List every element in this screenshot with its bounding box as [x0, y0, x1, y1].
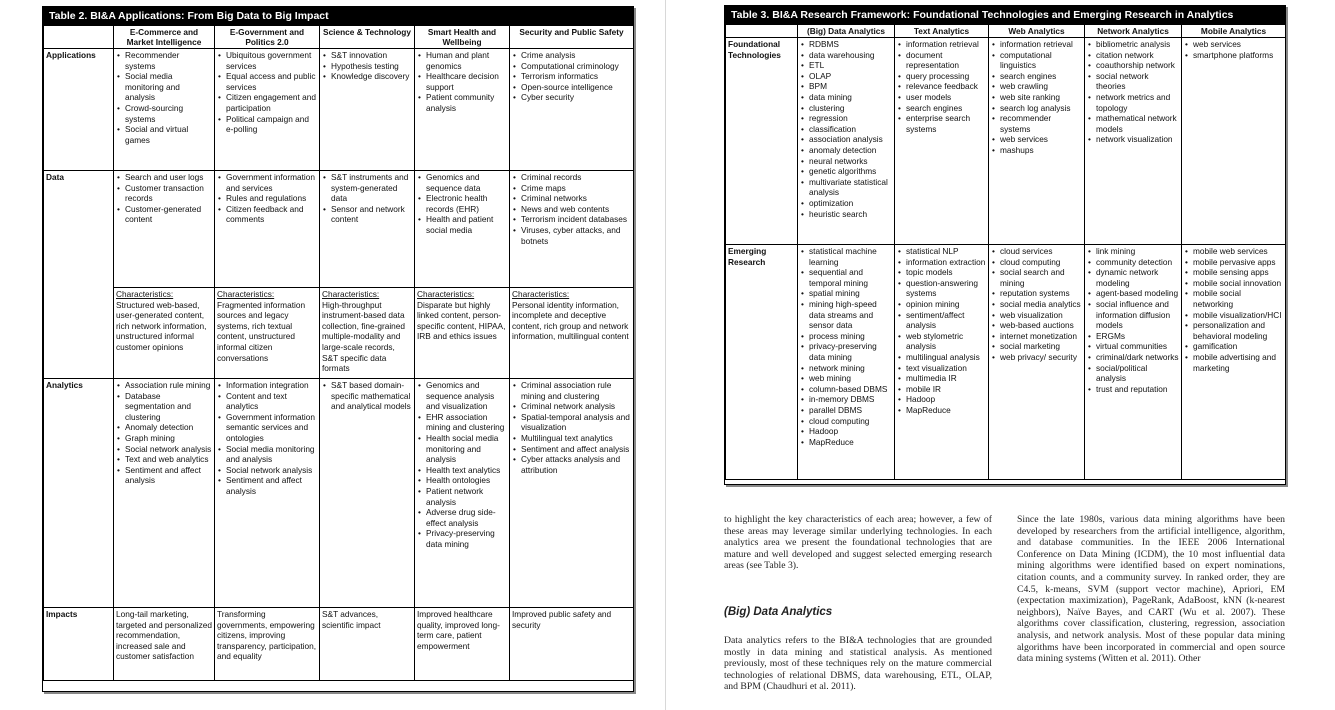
table-2-column-header — [44, 26, 114, 49]
list-item: • Ubiquitous government services — [217, 50, 317, 71]
table-2-cell — [415, 608, 510, 681]
list-item: • Terrorism informatics — [512, 71, 631, 82]
list-item: • S&T innovation — [322, 50, 412, 61]
list-item: • text visualization — [897, 363, 986, 374]
list-item: • Cyber security — [512, 92, 631, 103]
list-item: • question-answering systems — [897, 278, 986, 299]
cell-text: Transforming governments, empowering citizens, improving transparency, participation, and equality — [217, 609, 316, 662]
list-item: • S&T based domain-specific mathematical and analytical models — [322, 380, 412, 412]
cell-bullet-list — [417, 380, 507, 550]
list-item: • Social media monitoring and analysis — [116, 71, 212, 103]
table-2-row — [44, 171, 634, 288]
list-item: • enterprise search systems — [897, 113, 986, 134]
page-divider — [665, 0, 666, 710]
list-item: • mobile pervasive apps — [1184, 257, 1283, 268]
list-item: • Healthcare decision support — [417, 71, 507, 92]
list-item: • web stylometric analysis — [897, 331, 986, 352]
list-item: • criminal/dark networks — [1087, 352, 1179, 363]
list-item: • Computational criminology — [512, 61, 631, 72]
cell-bullet-list — [217, 172, 317, 225]
list-item: • Patient community analysis — [417, 92, 507, 113]
list-item: • anomaly detection — [800, 145, 892, 156]
list-item: • Text and web analytics — [116, 454, 212, 465]
list-item: • Open-source intelligence — [512, 82, 631, 93]
cell-bullet-list — [116, 50, 212, 145]
cell-bullet-list — [217, 380, 317, 497]
list-item: • ETL — [800, 60, 892, 71]
list-item: • network metrics and topology — [1087, 92, 1179, 113]
list-item: • Citizen engagement and participation — [217, 92, 317, 113]
table-2-cell — [415, 379, 510, 608]
table-3-header-row — [726, 25, 1286, 38]
list-item: • Criminal network analysis — [512, 401, 631, 412]
table-2-row-label: Data — [44, 171, 114, 379]
list-item: • agent-based modeling — [1087, 288, 1179, 299]
table-3-row-label: Foundational Technologies — [726, 38, 798, 245]
table-2-row — [44, 608, 634, 681]
list-item: • regression — [800, 113, 892, 124]
list-item: • sequential and temporal mining — [800, 267, 892, 288]
characteristics-text: Fragmented information sources and legacy systems, rich textual content, unstructured informal citizen conversations — [217, 299, 306, 363]
list-item: • Sentiment and affect analysis — [116, 465, 212, 486]
table-2-row-label: Impacts — [44, 608, 114, 681]
list-item: • mobile IR — [897, 384, 986, 395]
cell-bullet-list — [800, 39, 892, 219]
table-2-cell — [320, 608, 415, 681]
list-item: • Social network analysis — [217, 465, 317, 476]
list-item: • Hadoop — [800, 426, 892, 437]
list-item: • multilingual analysis — [897, 352, 986, 363]
table-2-column-header: E-Commerce and Market Intelligence — [114, 26, 215, 49]
list-item: • web-based auctions — [991, 320, 1082, 331]
list-item: • mobile social innovation — [1184, 278, 1283, 289]
list-item: • clustering — [800, 103, 892, 114]
table-3-column-header: Network Analytics — [1085, 25, 1182, 38]
table-2-characteristics-row — [44, 288, 634, 379]
left-paragraph-1: to highlight the key characteristics of each area; however, a few of these areas may leverage similar underlying technologies. In each analytics area we present the foundational technologies that are mature and well developed and suggest selected emerging research areas (see Table 3). — [724, 514, 992, 572]
table-3-cell — [1085, 38, 1182, 245]
table-2-header-row — [44, 26, 634, 49]
list-item: • internet monetization — [991, 331, 1082, 342]
table-2-column-header: Security and Public Safety — [510, 26, 634, 49]
list-item: • mathematical network models — [1087, 113, 1179, 134]
characteristics-label: Characteristics: — [217, 289, 275, 299]
list-item: • heuristic search — [800, 209, 892, 220]
list-item: • Customer transaction records — [116, 183, 212, 204]
list-item: • Database segmentation and clustering — [116, 391, 212, 423]
list-item: • Viruses, cyber attacks, and botnets — [512, 225, 631, 246]
cell-text: Improved healthcare quality, improved long-term care, patient empowerment — [417, 609, 500, 651]
cell-text: S&T advances, scientific impact — [322, 609, 381, 630]
characteristics-cell — [320, 288, 415, 379]
table-3-cell — [798, 245, 895, 480]
table-3-cell — [895, 38, 989, 245]
list-item: • search engines — [991, 71, 1082, 82]
cell-bullet-list — [512, 380, 631, 475]
table-2-row — [44, 379, 634, 608]
list-item: • web services — [991, 134, 1082, 145]
characteristics-text: High-throughput instrument-based data collection, fine-grained multiple-modality and large-scale records, S&T specific data formats — [322, 299, 406, 374]
list-item: • RDBMS — [800, 39, 892, 50]
list-item: • association analysis — [800, 134, 892, 145]
list-item: • Multilingual text analytics — [512, 433, 631, 444]
list-item: • web services — [1184, 39, 1283, 50]
cell-bullet-list — [417, 50, 507, 114]
list-item: • reputation systems — [991, 288, 1082, 299]
table-2 — [42, 6, 634, 692]
cell-text: Improved public safety and security — [512, 609, 612, 630]
list-item: • information extraction — [897, 257, 986, 268]
list-item: • Political campaign and e-polling — [217, 114, 317, 135]
table-2-row — [44, 49, 634, 171]
list-item: • web crawling — [991, 81, 1082, 92]
list-item: • Cyber attacks analysis and attribution — [512, 454, 631, 475]
list-item: • sentiment/affect analysis — [897, 310, 986, 331]
list-item: • classification — [800, 124, 892, 135]
list-item: • social search and mining — [991, 267, 1082, 288]
table-2-cell — [215, 608, 320, 681]
list-item: • web privacy/ security — [991, 352, 1082, 363]
list-item: • Genomics and sequence analysis and visualization — [417, 380, 507, 412]
list-item: • mobile advertising and marketing — [1184, 352, 1283, 373]
list-item: • mobile web services — [1184, 246, 1283, 257]
cell-bullet-list — [322, 50, 412, 82]
table-3-column-header: Web Analytics — [989, 25, 1085, 38]
left-paragraph-2: Data analytics refers to the BI&A technologies that are grounded mostly in data mining and statistical analysis. As mentioned previously, most of these techniques rely on the mature commercial technologies of relational DBMS, data warehousing, ETL, OLAP, and BPM (Chaudhuri et al. 2011). — [724, 635, 992, 693]
list-item: • community detection — [1087, 257, 1179, 268]
list-item: • mining high-speed data streams and sensor data — [800, 299, 892, 331]
list-item: • Equal access and public services — [217, 71, 317, 92]
table-3-row — [726, 245, 1286, 480]
table-2-cell — [510, 171, 634, 288]
list-item: • Anomaly detection — [116, 422, 212, 433]
list-item: • Hypothesis testing — [322, 61, 412, 72]
cell-text: Long-tail marketing, targeted and personalized recommendation, increased sale and customer satisfaction — [116, 609, 212, 662]
characteristics-label: Characteristics: — [417, 289, 475, 299]
table-2-cell — [510, 379, 634, 608]
list-item: • OLAP — [800, 71, 892, 82]
list-item: • cloud computing — [800, 416, 892, 427]
list-item: • link mining — [1087, 246, 1179, 257]
list-item: • personalization and behavioral modeling — [1184, 320, 1283, 341]
list-item: • social marketing — [991, 341, 1082, 352]
table-2-cell — [320, 49, 415, 171]
cell-bullet-list — [322, 380, 412, 412]
list-item: • Sensor and network content — [322, 204, 412, 225]
table-3-column-header — [726, 25, 798, 38]
characteristics-label: Characteristics: — [512, 289, 570, 299]
list-item: • user models — [897, 92, 986, 103]
table-3-title: Table 3. BI&A Research Framework: Foundational Technologies and Emerging Research in Analytics — [725, 6, 1285, 24]
table-2-cell — [215, 49, 320, 171]
list-item: • MapReduce — [897, 405, 986, 416]
list-item: • EHR association mining and clustering — [417, 412, 507, 433]
cell-bullet-list — [116, 380, 212, 486]
list-item: • web site ranking — [991, 92, 1082, 103]
list-item: • Graph mining — [116, 433, 212, 444]
table-2-cell — [415, 49, 510, 171]
table-2-column-header: E-Government and Politics 2.0 — [215, 26, 320, 49]
list-item: • column-based DBMS — [800, 384, 892, 395]
list-item: • Criminal records — [512, 172, 631, 183]
list-item: • topic models — [897, 267, 986, 278]
cell-bullet-list — [991, 39, 1082, 156]
list-item: • social network theories — [1087, 71, 1179, 92]
table-3-column-header: Text Analytics — [895, 25, 989, 38]
list-item: • search log analysis — [991, 103, 1082, 114]
list-item: • virtual communities — [1087, 341, 1179, 352]
list-item: • Content and text analytics — [217, 391, 317, 412]
cell-bullet-list — [1087, 246, 1179, 394]
list-item: • Hadoop — [897, 394, 986, 405]
cell-bullet-list — [1184, 39, 1283, 60]
table-2-cell — [415, 171, 510, 288]
list-item: • Search and user logs — [116, 172, 212, 183]
list-item: • web visualization — [991, 310, 1082, 321]
list-item: • mobile social networking — [1184, 288, 1283, 309]
list-item: • data mining — [800, 92, 892, 103]
list-item: • mashups — [991, 145, 1082, 156]
characteristics-cell — [215, 288, 320, 379]
table-2-cell — [114, 379, 215, 608]
list-item: • opinion mining — [897, 299, 986, 310]
list-item: • relevance feedback — [897, 81, 986, 92]
list-item: • S&T instruments and system-generated data — [322, 172, 412, 204]
list-item: • recommender systems — [991, 113, 1082, 134]
list-item: • Knowledge discovery — [322, 71, 412, 82]
table-2-title: Table 2. BI&A Applications: From Big Data to Big Impact — [43, 7, 633, 25]
section-heading: (Big) Data Analytics — [724, 606, 833, 618]
list-item: • Terrorism incident databases — [512, 214, 631, 225]
list-item: • Citizen feedback and comments — [217, 204, 317, 225]
table-2-column-header: Science & Technology — [320, 26, 415, 49]
list-item: • data warehousing — [800, 50, 892, 61]
list-item: • BPM — [800, 81, 892, 92]
list-item: • Adverse drug side-effect analysis — [417, 507, 507, 528]
table-2-column-header: Smart Health and Wellbeing — [415, 26, 510, 49]
table-2-grid — [43, 25, 634, 681]
list-item: • network mining — [800, 363, 892, 374]
cell-bullet-list — [1087, 39, 1179, 145]
table-3-cell — [989, 245, 1085, 480]
list-item: • Human and plant genomics — [417, 50, 507, 71]
list-item: • Spatial-temporal analysis and visualization — [512, 412, 631, 433]
table-3-cell — [1182, 245, 1286, 480]
list-item: • social/political analysis — [1087, 363, 1179, 384]
characteristics-cell — [415, 288, 510, 379]
table-3-column-header: Mobile Analytics — [1182, 25, 1286, 38]
table-2-cell — [215, 379, 320, 608]
table-2-cell — [114, 49, 215, 171]
list-item: • Social media monitoring and analysis — [217, 444, 317, 465]
list-item: • multivariate statistical analysis — [800, 177, 892, 198]
list-item: • parallel DBMS — [800, 405, 892, 416]
table-3-cell — [989, 38, 1085, 245]
list-item: • web mining — [800, 373, 892, 384]
list-item: • Genomics and sequence data — [417, 172, 507, 193]
characteristics-cell — [114, 288, 215, 379]
table-3-cell — [895, 245, 989, 480]
list-item: • Association rule mining — [116, 380, 212, 391]
list-item: • search engines — [897, 103, 986, 114]
characteristics-text: Personal identity information, incomplete and deceptive content, rich group and network information, multilingual content — [512, 299, 629, 342]
cell-bullet-list — [322, 172, 412, 225]
list-item: • mobile visualization/HCI — [1184, 310, 1283, 321]
list-item: • dynamic network modeling — [1087, 267, 1179, 288]
table-2-cell — [510, 49, 634, 171]
list-item: • neural networks — [800, 156, 892, 167]
list-item: • Customer-generated content — [116, 204, 212, 225]
cell-bullet-list — [512, 172, 631, 246]
list-item: • Electronic health records (EHR) — [417, 193, 507, 214]
table-2-row-label: Analytics — [44, 379, 114, 608]
list-item: • cloud services — [991, 246, 1082, 257]
characteristics-label: Characteristics: — [322, 289, 380, 299]
cell-bullet-list — [1184, 246, 1283, 373]
cell-bullet-list — [116, 172, 212, 225]
table-2-row-label: Applications — [44, 49, 114, 171]
table-3-cell — [1085, 245, 1182, 480]
list-item: • multimedia IR — [897, 373, 986, 384]
list-item: • Sentiment and affect analysis — [217, 475, 317, 496]
list-item: • ERGMs — [1087, 331, 1179, 342]
list-item: • MapReduce — [800, 437, 892, 448]
list-item: • social influence and information diffusion models — [1087, 299, 1179, 331]
list-item: • gamification — [1184, 341, 1283, 352]
list-item: • News and web contents — [512, 204, 631, 215]
cell-bullet-list — [417, 172, 507, 236]
list-item: • coauthorship network — [1087, 60, 1179, 71]
list-item: • spatial mining — [800, 288, 892, 299]
table-3-cell — [798, 38, 895, 245]
right-paragraph: Since the late 1980s, various data mining algorithms have been developed by researchers from the artificial intelligence, algorithm, and database communities. In the IEEE 2006 International Conference on Data Mining (ICDM), the 10 most influential data mining algorithms were identified based on expert nominations, citation counts, and a community survey. In ranked order, they are C4.5, k-means, SVM (support vector machine), Apriori, EM (expectation maximization), PageRank, AdaBoost, kNN (k-nearest neighbors), Naïve Bayes, and CART (Wu et al. 2007). These algorithms cover classification, clustering, regression, association analysis, and network analysis. Most of these popular data mining algorithms have been incorporated in commercial and open source data mining systems (Witten et al. 2011). Other — [1017, 514, 1285, 665]
list-item: • Recommender systems — [116, 50, 212, 71]
list-item: • trust and reputation — [1087, 384, 1179, 395]
list-item: • Rules and regulations — [217, 193, 317, 204]
list-item: • optimization — [800, 198, 892, 209]
characteristics-cell — [510, 288, 634, 379]
table-2-cell — [510, 608, 634, 681]
list-item: • Health ontologies — [417, 475, 507, 486]
list-item: • Crowd-sourcing systems — [116, 103, 212, 124]
table-2-cell — [215, 171, 320, 288]
list-item: • Information integration — [217, 380, 317, 391]
table-3-column-header: (Big) Data Analytics — [798, 25, 895, 38]
list-item: • Health text analytics — [417, 465, 507, 476]
list-item: • Crime analysis — [512, 50, 631, 61]
list-item: • Social and virtual games — [116, 124, 212, 145]
cell-bullet-list — [991, 246, 1082, 363]
list-item: • citation network — [1087, 50, 1179, 61]
table-2-cell — [320, 171, 415, 288]
list-item: • Patient network analysis — [417, 486, 507, 507]
list-item: • Social network analysis — [116, 444, 212, 455]
cell-bullet-list — [800, 246, 892, 447]
list-item: • Privacy-preserving data mining — [417, 528, 507, 549]
list-item: • Criminal association rule mining and clustering — [512, 380, 631, 401]
list-item: • privacy-preserving data mining — [800, 341, 892, 362]
list-item: • Sentiment and affect analysis — [512, 444, 631, 455]
list-item: • Health social media monitoring and analysis — [417, 433, 507, 465]
characteristics-text: Disparate but highly linked content, person-specific content, HIPAA, IRB and ethics issues — [417, 299, 506, 342]
cell-bullet-list — [897, 246, 986, 416]
table-3-grid — [725, 24, 1286, 480]
list-item: • social media analytics — [991, 299, 1082, 310]
list-item: • mobile sensing apps — [1184, 267, 1283, 278]
table-2-cell — [114, 171, 215, 288]
list-item: • in-memory DBMS — [800, 394, 892, 405]
list-item: • Government information and services — [217, 172, 317, 193]
cell-bullet-list — [512, 50, 631, 103]
list-item: • network visualization — [1087, 134, 1179, 145]
list-item: • bibliometric analysis — [1087, 39, 1179, 50]
table-3-cell — [1182, 38, 1286, 245]
table-3-row — [726, 38, 1286, 245]
list-item: • Government information semantic services and ontologies — [217, 412, 317, 444]
table-3 — [724, 5, 1286, 485]
table-2-cell — [320, 379, 415, 608]
list-item: • statistical NLP — [897, 246, 986, 257]
list-item: • statistical machine learning — [800, 246, 892, 267]
list-item: • information retrieval — [991, 39, 1082, 50]
list-item: • document representation — [897, 50, 986, 71]
list-item: • Health and patient social media — [417, 214, 507, 235]
list-item: • process mining — [800, 331, 892, 342]
characteristics-label: Characteristics: — [116, 289, 174, 299]
characteristics-text: Structured web-based, user-generated content, rich network information, unstructured informal customer opinions — [116, 299, 207, 352]
list-item: • smartphone platforms — [1184, 50, 1283, 61]
list-item: • Criminal networks — [512, 193, 631, 204]
list-item: • computational linguistics — [991, 50, 1082, 71]
list-item: • Crime maps — [512, 183, 631, 194]
list-item: • cloud computing — [991, 257, 1082, 268]
list-item: • query processing — [897, 71, 986, 82]
table-3-row-label: Emerging Research — [726, 245, 798, 480]
table-2-cell — [114, 608, 215, 681]
list-item: • information retrieval — [897, 39, 986, 50]
list-item: • genetic algorithms — [800, 166, 892, 177]
cell-bullet-list — [897, 39, 986, 134]
cell-bullet-list — [217, 50, 317, 135]
